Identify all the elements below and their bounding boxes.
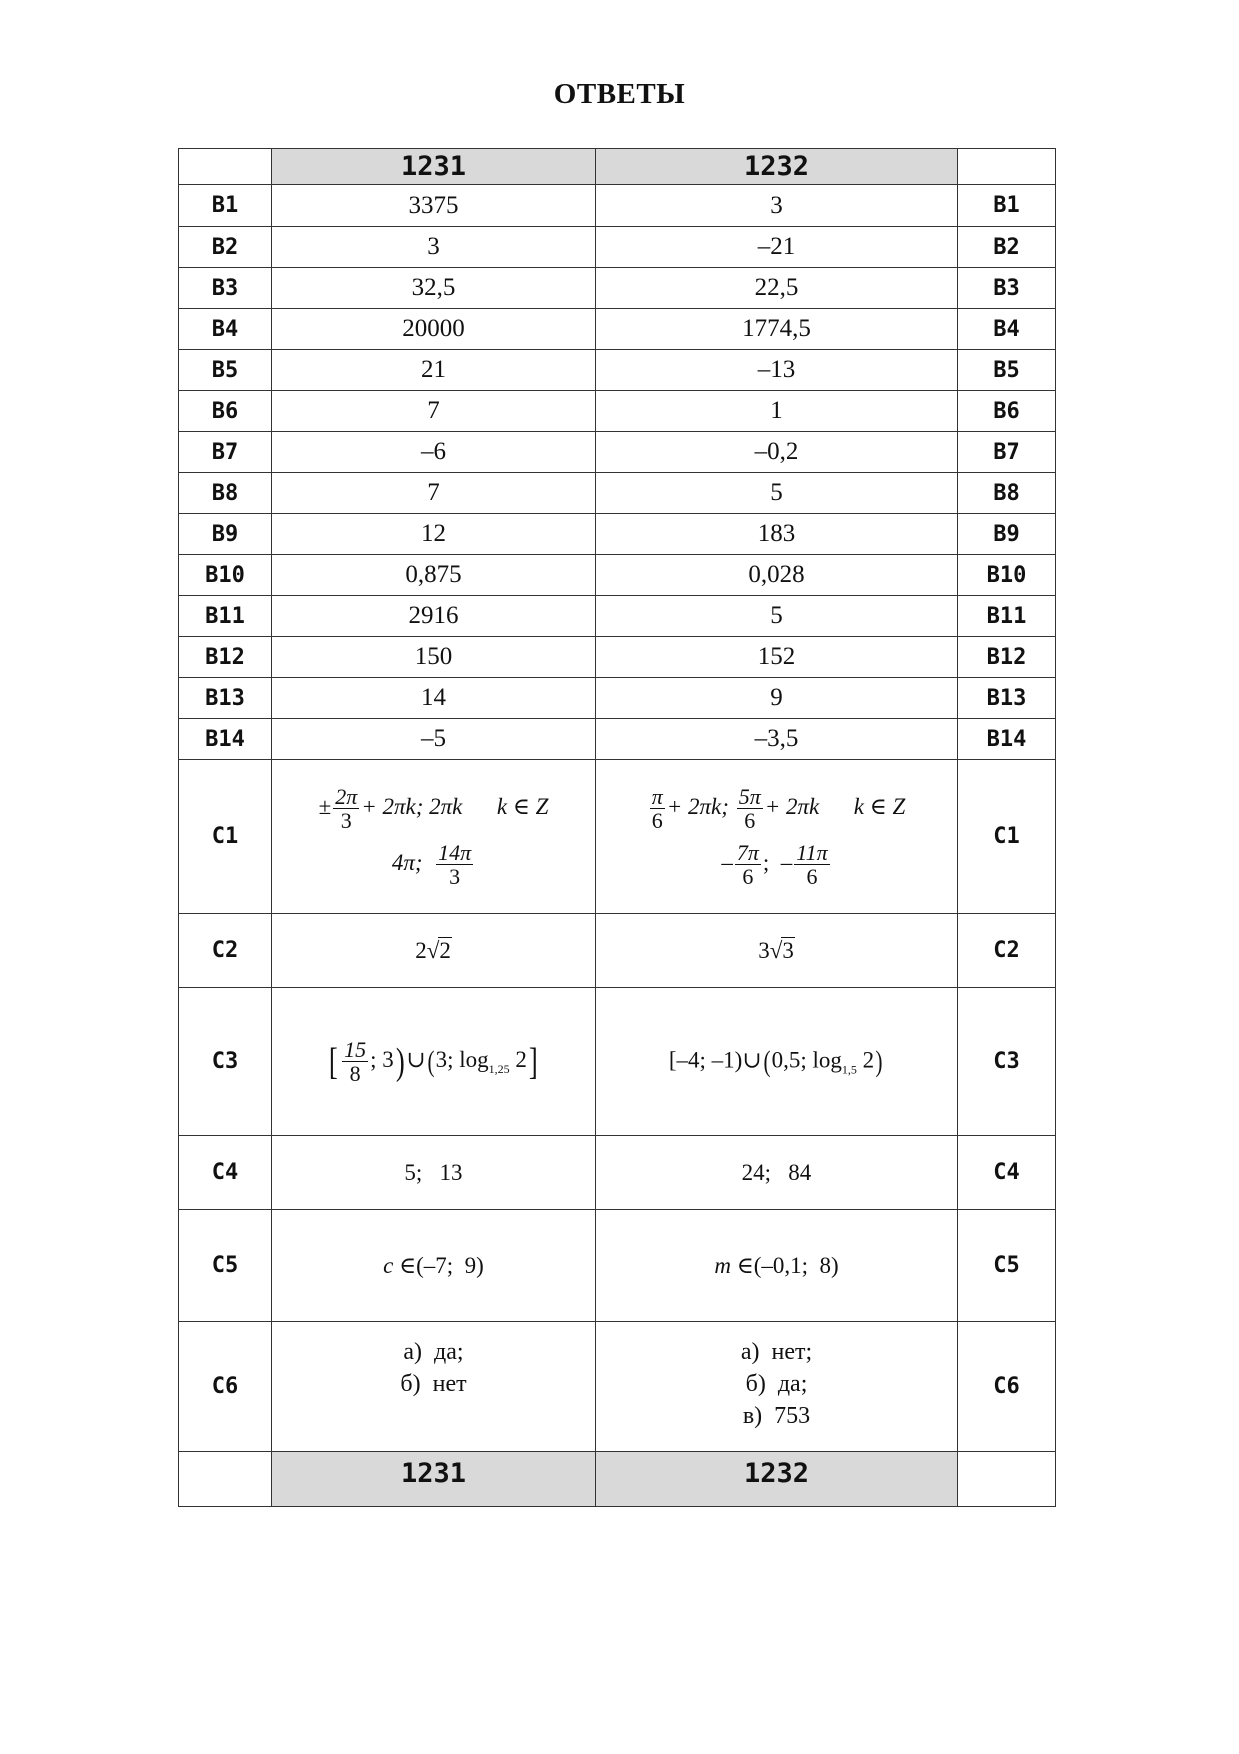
answer-1232: –21 [596,227,958,268]
plus-minus: ± [318,794,332,820]
variant-footer-1232: 1232 [596,1452,958,1507]
row-label-right: B14 [958,719,1056,760]
answer-1231-c2 [272,914,596,988]
variable: c [383,1252,394,1278]
row-label-right: C5 [958,1210,1056,1322]
row-label-right: C3 [958,988,1056,1136]
row-label-left: B8 [179,473,272,514]
denominator: 3 [449,863,461,889]
row-label-right: B12 [958,637,1056,678]
answer-row [179,555,1056,596]
variant-header-1232: 1232 [596,149,958,185]
denominator: 6 [744,808,756,834]
answer-1232: 9 [596,678,958,719]
row-label-right: B13 [958,678,1056,719]
row-label-left: B2 [179,227,272,268]
header-empty-left [179,149,272,185]
denominator: 6 [651,808,663,834]
radicand: 2 [439,937,451,963]
numerator: 11π [796,839,828,865]
fraction [735,841,761,888]
interval: ∈(–0,1; 8) [736,1252,839,1278]
answer-1231-c5 [272,1210,596,1322]
row-label-left: B10 [179,555,272,596]
answer-1232: 3 [596,185,958,227]
numerator: 7π [736,839,759,865]
union-sign: ∪ [406,1046,426,1072]
answer-line: а) нет; [740,1339,813,1365]
answer-row [179,637,1056,678]
fraction [342,1038,368,1085]
answer-1232: –3,5 [596,719,958,760]
numerator: 5π [738,784,761,810]
row-label-right: C2 [958,914,1056,988]
row-label-right: B6 [958,391,1056,432]
term: 3; log [435,1046,489,1072]
radicand: 3 [782,937,794,963]
row-label-left: B4 [179,309,272,350]
interval: ∈(–7; 9) [399,1252,484,1278]
answer-1231-c1 [272,760,596,914]
answer-1231: 20000 [272,309,596,350]
answer-1231: 150 [272,637,596,678]
numerator: π [651,784,663,810]
variant-footer-1231: 1231 [272,1452,596,1507]
row-label-right: B8 [958,473,1056,514]
fraction [333,785,359,832]
bracket: ( [763,1044,771,1078]
row-label-left: C3 [179,988,272,1136]
row-label-right: B5 [958,350,1056,391]
answers-table [178,148,1056,1507]
answer-1232: 22,5 [596,268,958,309]
answer-1232: –13 [596,350,958,391]
numerator: 2π [335,784,358,810]
answer-line: в) 753 [742,1403,811,1429]
condition: k ∈ Z [853,794,906,820]
fraction [737,785,763,832]
row-label-left: C6 [179,1322,272,1452]
row-label-left: B5 [179,350,272,391]
row-label-left: C1 [179,760,272,914]
answer-row [179,268,1056,309]
bracket: ] [528,1040,538,1083]
answer-1231: –6 [272,432,596,473]
answer-1231: 3 [272,227,596,268]
term: + 2πk; 2πk [361,794,463,820]
answer-1232-c4: 24; 84 [596,1136,958,1210]
row-label-right: C1 [958,760,1056,914]
row-label-right: B4 [958,309,1056,350]
answer-row [179,185,1056,227]
term: 4π; [391,849,423,875]
answer-row [179,350,1056,391]
row-label-left: B14 [179,719,272,760]
minus-sign: – [721,849,733,875]
minus-sign: – [780,849,793,875]
union-sign: ∪ [742,1046,762,1072]
page-title: ОТВЕТЫ [553,78,686,110]
answer-1232-c5 [596,1210,958,1322]
answer-1231-c6 [272,1322,596,1452]
answer-1232: 1 [596,391,958,432]
bracket: [ [329,1040,339,1083]
row-label-right: B11 [958,596,1056,637]
answer-row [179,596,1056,637]
answer-row [179,391,1056,432]
answer-1231: 7 [272,391,596,432]
answer-row-c4 [179,1136,1056,1210]
separator: ; [762,849,770,875]
row-label-right: C4 [958,1136,1056,1210]
condition: k ∈ Z [496,794,549,820]
answer-1232: 0,028 [596,555,958,596]
denominator: 8 [349,1061,361,1086]
row-label-right: B1 [958,185,1056,227]
answer-line: б) нет [400,1371,467,1397]
answer-row [179,227,1056,268]
variable: m [714,1252,731,1278]
term: 0,5; log [771,1046,842,1072]
answer-1232: 152 [596,637,958,678]
bracket: ) [395,1040,405,1083]
coefficient: 2 [415,937,427,963]
answer-1232: 5 [596,596,958,637]
square-root: √3 [769,937,794,963]
numerator: 14π [438,839,472,865]
answer-line: б) да; [745,1371,808,1397]
row-label-left: B12 [179,637,272,678]
answer-1231: 7 [272,473,596,514]
answer-row [179,309,1056,350]
answer-row-c5 [179,1210,1056,1322]
coefficient: 3 [758,937,770,963]
row-label-left: B3 [179,268,272,309]
row-label-left: B1 [179,185,272,227]
term: 2 [862,1046,875,1072]
log-base: 1,5 [841,1061,857,1076]
row-label-right: B2 [958,227,1056,268]
fraction [650,785,665,832]
answer-row [179,473,1056,514]
footer-empty-left [179,1452,272,1507]
row-label-left: B11 [179,596,272,637]
answer-1231: –5 [272,719,596,760]
answer-1232: 183 [596,514,958,555]
answer-1232: 5 [596,473,958,514]
bracket: ( [427,1044,435,1078]
row-label-left: B9 [179,514,272,555]
bracket: ) [875,1044,883,1078]
interval: [–4; –1) [668,1046,743,1072]
answer-1231: 21 [272,350,596,391]
footer-empty-right [958,1452,1056,1507]
denominator: 6 [806,863,818,889]
answer-1232: 1774,5 [596,309,958,350]
answer-1232: –0,2 [596,432,958,473]
log-base: 1,25 [488,1061,510,1076]
answer-1231: 3375 [272,185,596,227]
row-label-right: B7 [958,432,1056,473]
answer-row-c1 [179,760,1056,914]
denominator: 3 [340,808,352,834]
header-row [179,149,1056,185]
row-label-right: C6 [958,1322,1056,1452]
square-root: √2 [426,937,451,963]
row-label-left: B7 [179,432,272,473]
answer-1232-c2 [596,914,958,988]
row-label-right: B9 [958,514,1056,555]
row-label-right: B3 [958,268,1056,309]
term: ; 3 [370,1046,394,1072]
row-label-left: C4 [179,1136,272,1210]
term: + 2πk; [666,794,729,820]
term: + 2πk [764,794,820,820]
fraction [436,841,473,888]
footer-row [179,1452,1056,1507]
row-label-left: C2 [179,914,272,988]
answer-row [179,432,1056,473]
variant-header-1231: 1231 [272,149,596,185]
answer-row-c6 [179,1322,1056,1452]
numerator: 15 [344,1036,367,1062]
answer-1231: 2916 [272,596,596,637]
answer-1231: 32,5 [272,268,596,309]
answer-1231: 14 [272,678,596,719]
answer-row-c2 [179,914,1056,988]
row-label-right: B10 [958,555,1056,596]
answer-row [179,678,1056,719]
answer-row-c3 [179,988,1056,1136]
answer-row [179,719,1056,760]
row-label-left: B6 [179,391,272,432]
answer-1231: 12 [272,514,596,555]
denominator: 6 [742,863,754,889]
answer-1232-c1 [596,760,958,914]
row-label-left: C5 [179,1210,272,1322]
term: 2 [515,1046,527,1072]
answer-1232-c6 [596,1322,958,1452]
answer-line: а) да; [403,1339,464,1365]
row-label-left: B13 [179,678,272,719]
header-empty-right [958,149,1056,185]
fraction [794,841,829,888]
answer-1232-c3 [596,988,958,1136]
answer-1231-c3 [272,988,596,1136]
answer-row [179,514,1056,555]
answer-1231-c4: 5; 13 [272,1136,596,1210]
answer-1231: 0,875 [272,555,596,596]
